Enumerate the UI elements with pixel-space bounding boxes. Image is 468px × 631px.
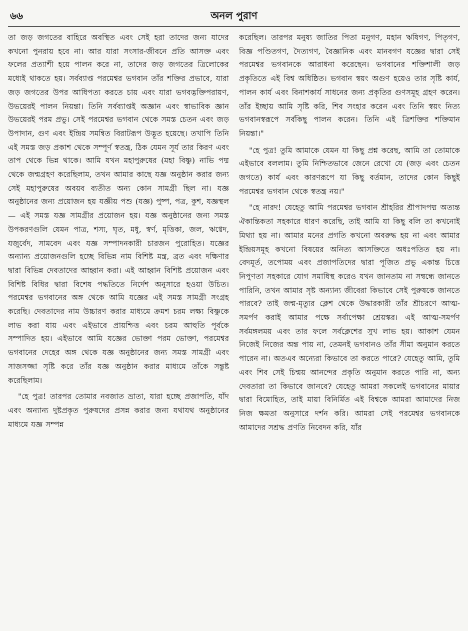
left-column [8, 31, 229, 437]
paragraph: তা জড় জগতের বাহিরে অবস্থিত এবং সেই হরা তাদের জন্য যাদের কখনো পুনরায় হবে না। আর যারা সংসার-জীবনে প্রতি আসক্ত এবং ফলের প্রত্যাশী হয়ে পালন করে না, তাদের জড় জগতের ত্রিলোকের মধ্যেই থাকতে হয়। সর্বব্যাপ্ত পরমেশ্বর ভগবান তাঁর শক্তির প্রভাবে, যারা জড় জগতের উপর আধিপত্য করতে চায় এবং যারা ভগবদ্ভক্তিপরায়ণ, উভয়েরই পালন নিয়ন্তা। তিনি সর্বব্যাপ্তই অজ্ঞান এবং স্বাভাবিক জ্ঞান উভয়েরই পরম প্রভু। সেই পরমেশ্বর ভগবান থেকে সমস্ত চেতন এবং জড় উপাদান, গুণ এবং ইন্দ্রিয় সমন্বিত বিরাটরূপ উদ্ভূত হয়েছে। তখাপি তিনি এই সমস্ত জড় প্রকাশ থেকে সম্পূর্ণ স্বতন্ত্র, ঠিক যেমন সূর্য তার কিরণ এবং তাপ থেকে ভিন্ন থাকে। আমি যখন মহাপুরুষের (মহা বিষ্ণু) নাভি পদ্ম থেকে জন্মগ্রহণ করেছিলাম, তখন আমার কাছে যজ্ঞ অনুষ্ঠান করার জন্য সেই মহাপুরুষের অবয়ব ব্যতীত অন্য কোন সামগ্রী ছিল না। যজ্ঞ অনুষ্ঠানের জন্য প্রয়োজন হয় যজ্ঞীয় পশু (যজ্ঞ) পুষ্প, পত্র, কুশ, যজ্ঞস্থল — এই সমস্ত যজ্ঞ সামগ্রীর প্রয়োজন হয়। যজ্ঞ অনুষ্ঠানের জন্য সমস্ত উপকরণগুলি যেমন পাত্র, শস্য, ঘৃত, মধু, স্বর্ণ, মৃত্তিকা, জল, ঋগ্বেদ, যজুর্বেদ, সামবেদ এবং যজ্ঞ সম্পাদনকারী চারজন পুরোহিত। যজ্ঞের অন্যান্য প্রয়োজনগুলি হচ্ছে বিভিন্ন নাম বিশিষ্ট মন্ত্র, ব্রত এবং দক্ষিণার দ্বারা বিভিন্ন দেবতাদের আহ্বান করা। এই আহ্বান বিশিষ্ট প্রয়োজন এবং বিশিষ্ট বিধির দ্বারা বিশেষ পদ্ধতিতে নির্দেশ অনুসারে হওয়া উচিত। পরমেশ্বর ভগবানের অঙ্গ থেকে আমি যজ্ঞের এই সমস্ত সামগ্রী সংগ্রহ করেছি। দেবতাদের নাম উচ্চারণ করার মাধ্যমে ক্রমশ চরম লক্ষ্য বিষ্ণুকে লাভ করা যায় এবং এইভাবে প্রায়শ্চিত্ত এবং চরম আহুতি পূর্বকে সম্পাদিত হয়। এইভাবে আমি যজ্ঞের ভোক্তা পরম ভোক্তা, পরমেশ্বর ভগবানের দেহের অঙ্গ থেকে যজ্ঞ অনুষ্ঠানের জন্য সমস্ত সামগ্রী এবং সাজসজ্জা সৃষ্টি করে তাঁর যজ্ঞ অনুষ্ঠান করার মাধ্যমে তাঁকে সন্তুষ্ট করেছিলাম। [8, 33, 229, 385]
page-header [8, 6, 460, 27]
right-column [239, 31, 460, 437]
paragraph: "হে পুত্র! তুমি আমাকে যেমন যা কিছু প্রশ্ন করেছ, আমি তা তোমাকে এইভাবে বললাম। তুমি নিশ্চিতভাবে জেনে রেখো যে (জড় এবং চেতন জগতে) কার্য এবং কারণরূপে যা কিছু বর্তমান, তাদের কোন কিছুই পরমেশ্বর ভগবান থেকে স্বতন্ত্র নয়।" [239, 145, 460, 196]
paragraph: "হে পুত্র! তারপর তোমার নবজাত ভ্রাতা, যারা হচ্ছে প্রজাপতি, যাঁদ এবং অন্যান্য দুষ্টপ্রকৃত পুরুষদের প্রসন্ন করার জন্য যথাযথ অনুষ্ঠানের মাধ্যমে যজ্ঞ সম্পন্ন [8, 392, 229, 429]
running-title: অনল পুরাণ [210, 11, 258, 22]
paragraph: "হে নারদ! যেহেতু আমি পরমেশ্বর ভগবান শ্রীহরির শ্রীপাদপদ্ম অত্যন্ত ঐকান্তিকতা সহকারে ধারণ করেছি, তাই আমি যা কিছু বলি তা কখনোই মিথ্যা হয় না। আমার মনের প্রগতি কখনো অবরুদ্ধ হয় না এবং আমার ইন্দ্রিয়সমূহ কখনো বিষয়ের অনিত্য আসক্তিতে অধঃপতিত হয় না। বেদমূর্ত, তপোময় এবং প্রজাপতিদের দ্বারা পূজিত প্রভু একান্ত চিত্তে নিপুণতা সহকারে যোগ সমাধিস্থ করেও যখন জানতাম না সম্বন্ধে জানতে পারিনি, তখন আমার সৃষ্ট অন্যান্য জীবেরা কিভাবে সেই পুরুষকে জানতে পারবে? তাই জন্ম-মৃত্যুর ক্লেশ থেকে উদ্ধারকারী তাঁর শ্রীচরণে আত্ম-সমর্পণ করাই আমার পক্ষে সর্বাপেক্ষা শ্রেয়স্কর। এই আত্ম-সমর্পণ সর্বমঙ্গলময় এবং তার ফলে সর্বক্লেশের সুখ লাভ হয়। আকাশ যেমন নিজেই নিজের অন্ত পায় না, তেমনই ভগবানও তাঁর সীমা অনুমান করতে পারেন না। অতএব অন্যেরা কিভাবে তা করতে পারে? যেহেতু আমি, তুমি এবং শিব সেই চিন্ময় আনন্দের প্রকৃতি অনুমান করতে পারি না, অন্য দেবতারা তা কিভাবে জানবে? যেহেতু আমরা সকলেই ভগবানের মায়ার দ্বারা বিমোহিত, তাই মায়া বিনির্মিত এই বিশ্বকে আমরা আমাদের নিজ নিজ ক্ষমতা অনুসারে দর্শন করি। আমরা সেই পরমেশ্বর ভগবানকে আমাদের সশ্রদ্ধ প্রণতি নিবেদন করি, যাঁর [239, 203, 460, 432]
page-number: ৬৬ [10, 11, 24, 22]
text-columns [8, 31, 460, 437]
paragraph: করেছিল। তারপর মনুষ্য জাতির পিতা মনুগণ, মহান ঋষিগণ, পিতৃগণ, বিজ্ঞ পণ্ডিতগণ, দৈত্যগণ, বৈজ্ঞানিক এবং মানবগণ যজ্ঞের দ্বারা সেই পরমেশ্বর ভগবানকে আরাধনা করেছেন। ভগবানের শক্তিশালী জড় প্রকৃতিতে এই বিশ্ব অধিষ্ঠিত। ভগবান স্বয়ং অগুণ হয়েও তার সৃষ্টি কার্য, পালন কার্য এবং বিনাশকার্য সাধনের জন্য প্রকৃতির গুণসমূহ গ্রহণ করেন। তাঁর ইচ্ছায় আমি সৃষ্টি করি, শিব সংহার করেন এবং তিনি স্বয়ং নিত্য ভগবানস্বরূপে সর্বকিছু পালন করেন। তিনি এই ত্রিশক্তির শক্তিমান নিয়ন্তা।" [239, 33, 460, 138]
